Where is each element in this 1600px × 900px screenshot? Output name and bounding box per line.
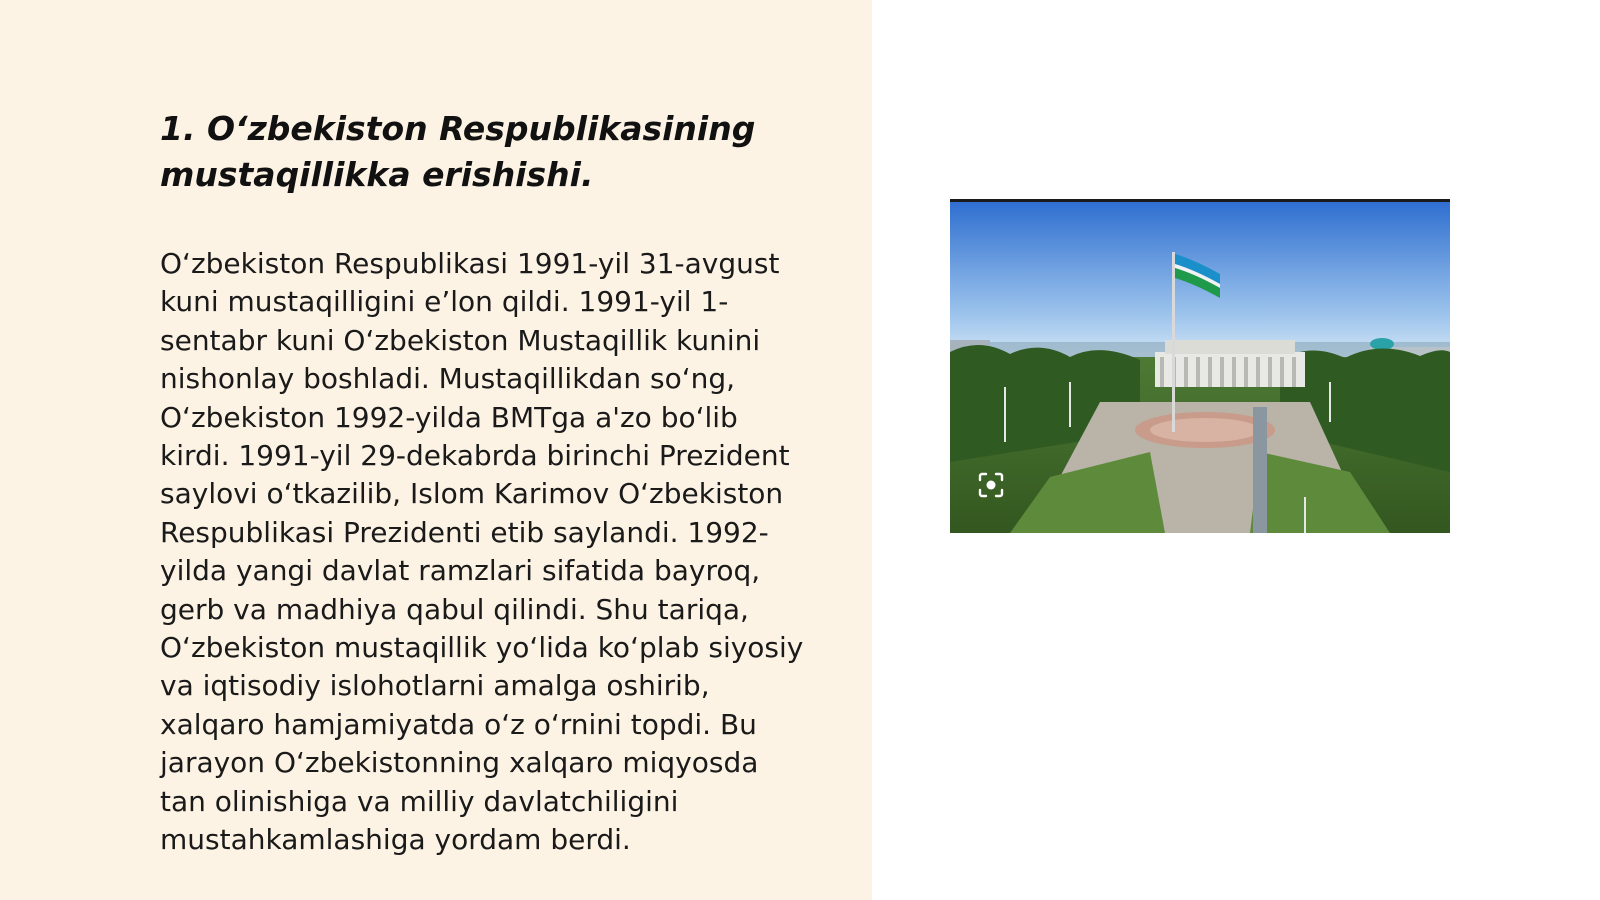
lens-search-icon[interactable] (976, 470, 1006, 500)
flag-square-photo (950, 199, 1450, 533)
photo-illustration (950, 202, 1450, 533)
slide-body-text: O‘zbekiston Respublikasi 1991-yil 31-avgust kuni mustaqilligini e’lon qildi. 1991-yil 1- sentabr kuni O‘zbekiston Mustaqillik kunini nishonlay boshladi. Mustaqillikdan so‘ng, O‘zbekiston 1992-yilda BMTga a'zo bo‘lib kirdi. 1991-yil 29-dekabrda birinchi Prezident saylovi o‘tkazilib, Islom Karimov O‘zbekiston Respublikasi Prezidenti etib saylandi. 1992- yilda yangi davlat ramzlari sifatida bayroq, gerb va madhiya qabul qilindi. Shu tariqa, O‘zbekiston mustaqillik yo‘lida ko‘plab siyosiy va iqtisodiy islohotlarni amalga oshirib, xalqaro hamjamiyatda o‘z o‘rnini topdi. Bu jarayon O‘zbekistonning xalqaro miqyosda tan olinishiga va milliy davlatchiligini mustahkamlashiga yordam berdi. (160, 247, 804, 857)
slide-title: 1. O‘zbekiston Respublikasining mustaqillikka erishishi. (160, 109, 756, 194)
